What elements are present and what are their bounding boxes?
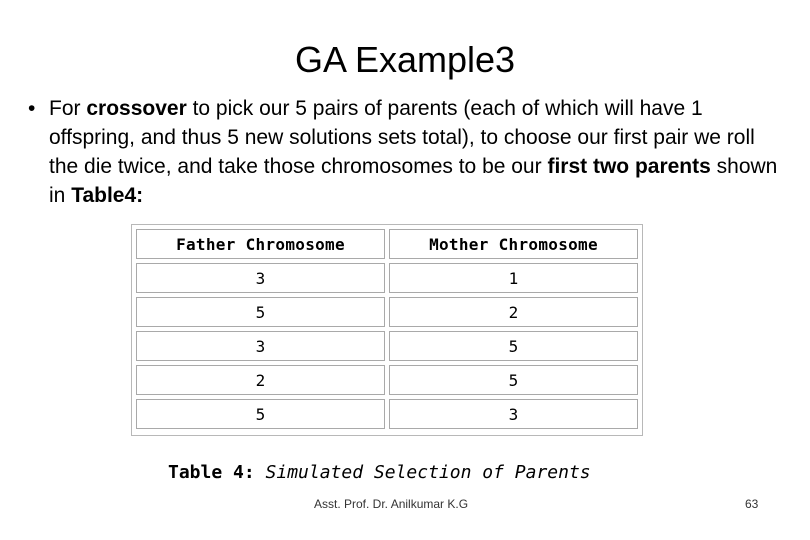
bullet-bold-table-ref: Table4: [71,184,144,207]
bullet-text-part: to pick our 5 pairs of parents (each of which will have 1 offspring, and thus 5 new solutions sets total), to choose our first pair we roll the die twice, and take those chromosomes to be our [49,97,755,178]
cell-father: 2 [136,365,385,395]
cell-father: 3 [136,331,385,361]
header-father: Father Chromosome [136,229,385,259]
table-row [136,399,638,429]
bullet-text [49,94,788,210]
cell-mother: 3 [389,399,638,429]
parents-table [132,225,642,433]
bullet-text-part: For [49,97,87,120]
header-mother: Mother Chromosome [389,229,638,259]
cell-father: 5 [136,399,385,429]
table-row [136,297,638,327]
bullet-bold-parents: first two parents [547,155,711,178]
table-caption-text: Simulated Selection of Parents [254,462,591,483]
parents-table-frame [131,224,643,436]
slide-title: GA Example3 [294,39,516,80]
footer-author: Asst. Prof. Dr. Anilkumar K.G [314,497,469,511]
bullet-text-part: shown in [49,155,778,207]
footer-page-number: 63 [745,497,759,511]
cell-father: 5 [136,297,385,327]
table-row [136,365,638,395]
table-row [136,331,638,361]
cell-mother: 5 [389,365,638,395]
bullet-paragraph [28,94,788,210]
cell-mother: 5 [389,331,638,361]
table-row [136,263,638,293]
cell-father: 3 [136,263,385,293]
table-caption-label: Table 4: [168,462,255,483]
bullet-bold-crossover: crossover [86,97,187,120]
cell-mother: 2 [389,297,638,327]
table-caption [168,462,591,483]
cell-mother: 1 [389,263,638,293]
table-header-row [136,229,638,259]
bullet-marker: • [28,97,36,120]
